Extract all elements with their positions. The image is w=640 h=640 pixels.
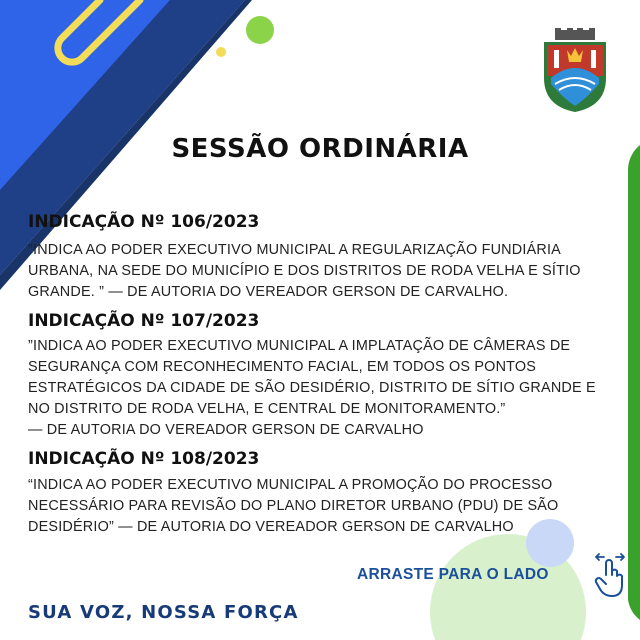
text-line: “INDICA AO PODER EXECUTIVO MUNICIPAL A PROMOÇÃO DO PROCESSO [28, 477, 553, 493]
text-line: GRANDE. ” — DE AUTORIA DO VEREADOR GERSON DE CARVALHO. [28, 284, 509, 300]
indication-text [28, 240, 618, 303]
slogan: SUA VOZ, NOSSA FORÇA [28, 602, 299, 623]
text-line: URBANA, NA SEDE DO MUNICÍPIO E DOS DISTRITOS DE RODA VELHA E SÍTIO [28, 263, 581, 279]
indication-text [28, 336, 618, 441]
page-title: SESSÃO ORDINÁRIA [171, 134, 469, 164]
text-line: NECESSÁRIO PARA REVISÃO DO PLANO DIRETOR URBANO (PDU) DE SÃO [28, 498, 559, 514]
text-line: SEGURANÇA COM RECONHECIMENTO FACIAL, EM TODOS OS PONTOS [28, 359, 537, 375]
swipe-hand-icon[interactable] [590, 551, 630, 599]
indication-title: INDICAÇÃO Nº 108/2023 [28, 449, 260, 469]
municipal-crest-icon [541, 28, 609, 114]
text-line: NO DISTRITO DE RODA VELHA, E CENTRAL DE MONITORAMENTO.” [28, 401, 506, 417]
text-line: — DE AUTORIA DO VEREADOR GERSON DE CARVALHO [28, 422, 424, 438]
indication-text [28, 475, 618, 538]
text-line: ”INDICA AO PODER EXECUTIVO MUNICIPAL A IMPLATAÇÃO DE CÂMERAS DE [28, 338, 571, 354]
text-line: DESIDÉRIO” — DE AUTORIA DO VEREADOR GERSON DE CARVALHO [28, 519, 514, 535]
text-line: ”INDICA AO PODER EXECUTIVO MUNICIPAL A REGULARIZAÇÃO FUNDIÁRIA [28, 242, 561, 258]
indication-title: INDICAÇÃO Nº 107/2023 [28, 311, 260, 331]
text-line: ESTRATÉGICOS DA CIDADE DE SÃO DESIDÉRIO, DISTRITO DE SÍTIO GRANDE E [28, 380, 596, 396]
indication-title: INDICAÇÃO Nº 106/2023 [28, 212, 260, 232]
swipe-label[interactable]: ARRASTE PARA O LADO [357, 566, 549, 583]
